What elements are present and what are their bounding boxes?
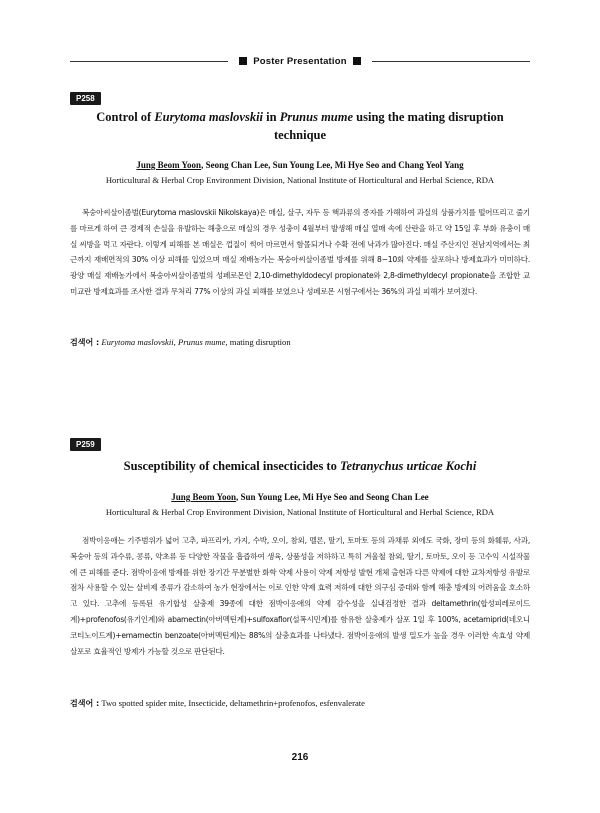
co-authors: , Seong Chan Lee, Sun Young Lee, Mi Hye Seo and Chang Yeol Yang — [201, 160, 464, 170]
keyword-host: Prunus mume — [177, 337, 226, 347]
abstract-body: 복숭아씨살이좀벌(Eurytoma maslovskii Nikolskaya)은 매실, 살구, 자두 등 핵과류의 종자를 가해하여 과실의 상품가치를 떨어뜨리고 줄기를 마르게 하여 큰 경제적 손실을 유발하는 해충으로 매실의 경우 성충이 4월부터 발생해 매실 열매 속에 산란을 하고 약 15일 후 부화 유충이 매실 씨방을 먹고 자란다. 이렇게 피해를 본 매실은 껍질이 썩어 마르면서 함몰되거나 수확 전에 낙과가 많아진다. 매실 주산지인 전남지역에서는 최근까지 재배면적의 30% 이상 피해를 입었으며 매실 재배농가는 복숭아씨살이좀벌 방제를 위해 8~10회 약제를 살포하나 방제효과가 미미하다. 광양 매실 재배농가에서 복숭아씨살이좀벌의 성페로몬인 2,10-dimethyldodecyl propionate와 2,8-dimethyldecyl propionate을 조합한 교미교란 방제효과를 조사한 결과 무처리 77% 이상의 과실 피해를 보였으나 성페로몬 시험구에서는 36%의 과실 피해가 보여졌다. — [70, 208, 530, 296]
title-text: in — [263, 110, 280, 124]
title-species: Eurytoma maslovskii — [154, 110, 264, 124]
author-list — [70, 159, 530, 171]
co-authors: , Sun Young Lee, Mi Hye Seo and Seong Chan Lee — [235, 492, 429, 502]
abstract-code-badge: P258 — [70, 92, 101, 105]
abstract-title — [70, 457, 530, 475]
abstract-body: 점박이응애는 기주범위가 넓어 고추, 파프리카, 가지, 수박, 오이, 참외, 멜론, 딸기, 토마토 등의 과채류 외에도 국화, 장미 등의 화훼류, 사과, 복숭아 등의 과수류, 콩류, 약초류 등 다양한 작물을 흡즙하여 생육, 상품성을 저하하고 특히 겨울철 참외, 딸기, 토마토, 오이 등 고수익 시설작물에 큰 피해를 준다. 점박이응애 방제를 위한 장기간 무분별한 화학 약제 사용이 약제 저항성 발현 개체 출현과 다른 약제에 대한 교차저항성 유발로 점차 사용할 수 있는 살비제 종류가 감소하여 농가 현장에서는 이로 인한 약제 효력 저하에 대한 의구심 증대와 함께 해충 방제의 어려움을 호소하고 있다. 고추에 등록된 유기합성 살충제 39종에 대한 점박이응애의 약제 감수성을 실내검정한 결과 deltamethrin(합성피레로이드계)+profenofos(유기인계)와 abamectin(아버멕틴계)+sulfoxaflor(설폭시민계)를 함유한 살충제가 살포 1일 후 100%, acetamiprid(네오니코티노이드계)+emamectin benzoate(아버멕틴계)는 88%의 살충효과를 나타냈다. 점박이응애의 발생 밀도가 높을 경우 이러한 속효성 약제 살포로 효율적인 방제가 가능할 것으로 판단된다. — [70, 536, 530, 656]
author-list — [70, 491, 530, 503]
title-text: Susceptibility of chemical insecticides to — [123, 459, 340, 473]
title-species: Tetranychus urticae Kochi — [339, 459, 477, 473]
running-header — [70, 53, 530, 69]
keywords — [70, 336, 530, 349]
keyword-list: Two spotted spider mite, Insecticide, deltamethrin+profenofos, esfenvalerate — [101, 698, 365, 708]
keywords — [70, 697, 530, 710]
keywords-label: 검색어 : — [70, 699, 100, 708]
header-square-left-icon — [239, 57, 247, 65]
keywords-label: 검색어 : — [70, 338, 100, 347]
abstract-code-badge: P259 — [70, 438, 101, 451]
presenting-author: Jung Beom Yoon — [171, 492, 236, 502]
running-header-label: Poster Presentation — [253, 55, 347, 67]
affiliation: Horticultural & Herbal Crop Environment Division, National Institute of Horticultural and Herbal Science, RDA — [105, 175, 495, 185]
keyword-rest: , mating disruption — [225, 337, 291, 347]
keyword-separator: , — [173, 337, 178, 347]
presenting-author: Jung Beom Yoon — [136, 160, 202, 170]
page-number: 216 — [291, 752, 309, 763]
title-host: Prunus mume — [279, 110, 354, 124]
title-text: Control of — [96, 110, 155, 124]
abstract-title — [70, 108, 530, 144]
affiliation: Horticultural & Herbal Crop Environment Division, National Institute of Horticultural and Herbal Science, RDA — [105, 507, 495, 517]
keyword-species: Eurytoma maslovskii — [101, 337, 174, 347]
title-text: using the mating disruption technique — [273, 110, 504, 142]
header-square-right-icon — [353, 57, 361, 65]
